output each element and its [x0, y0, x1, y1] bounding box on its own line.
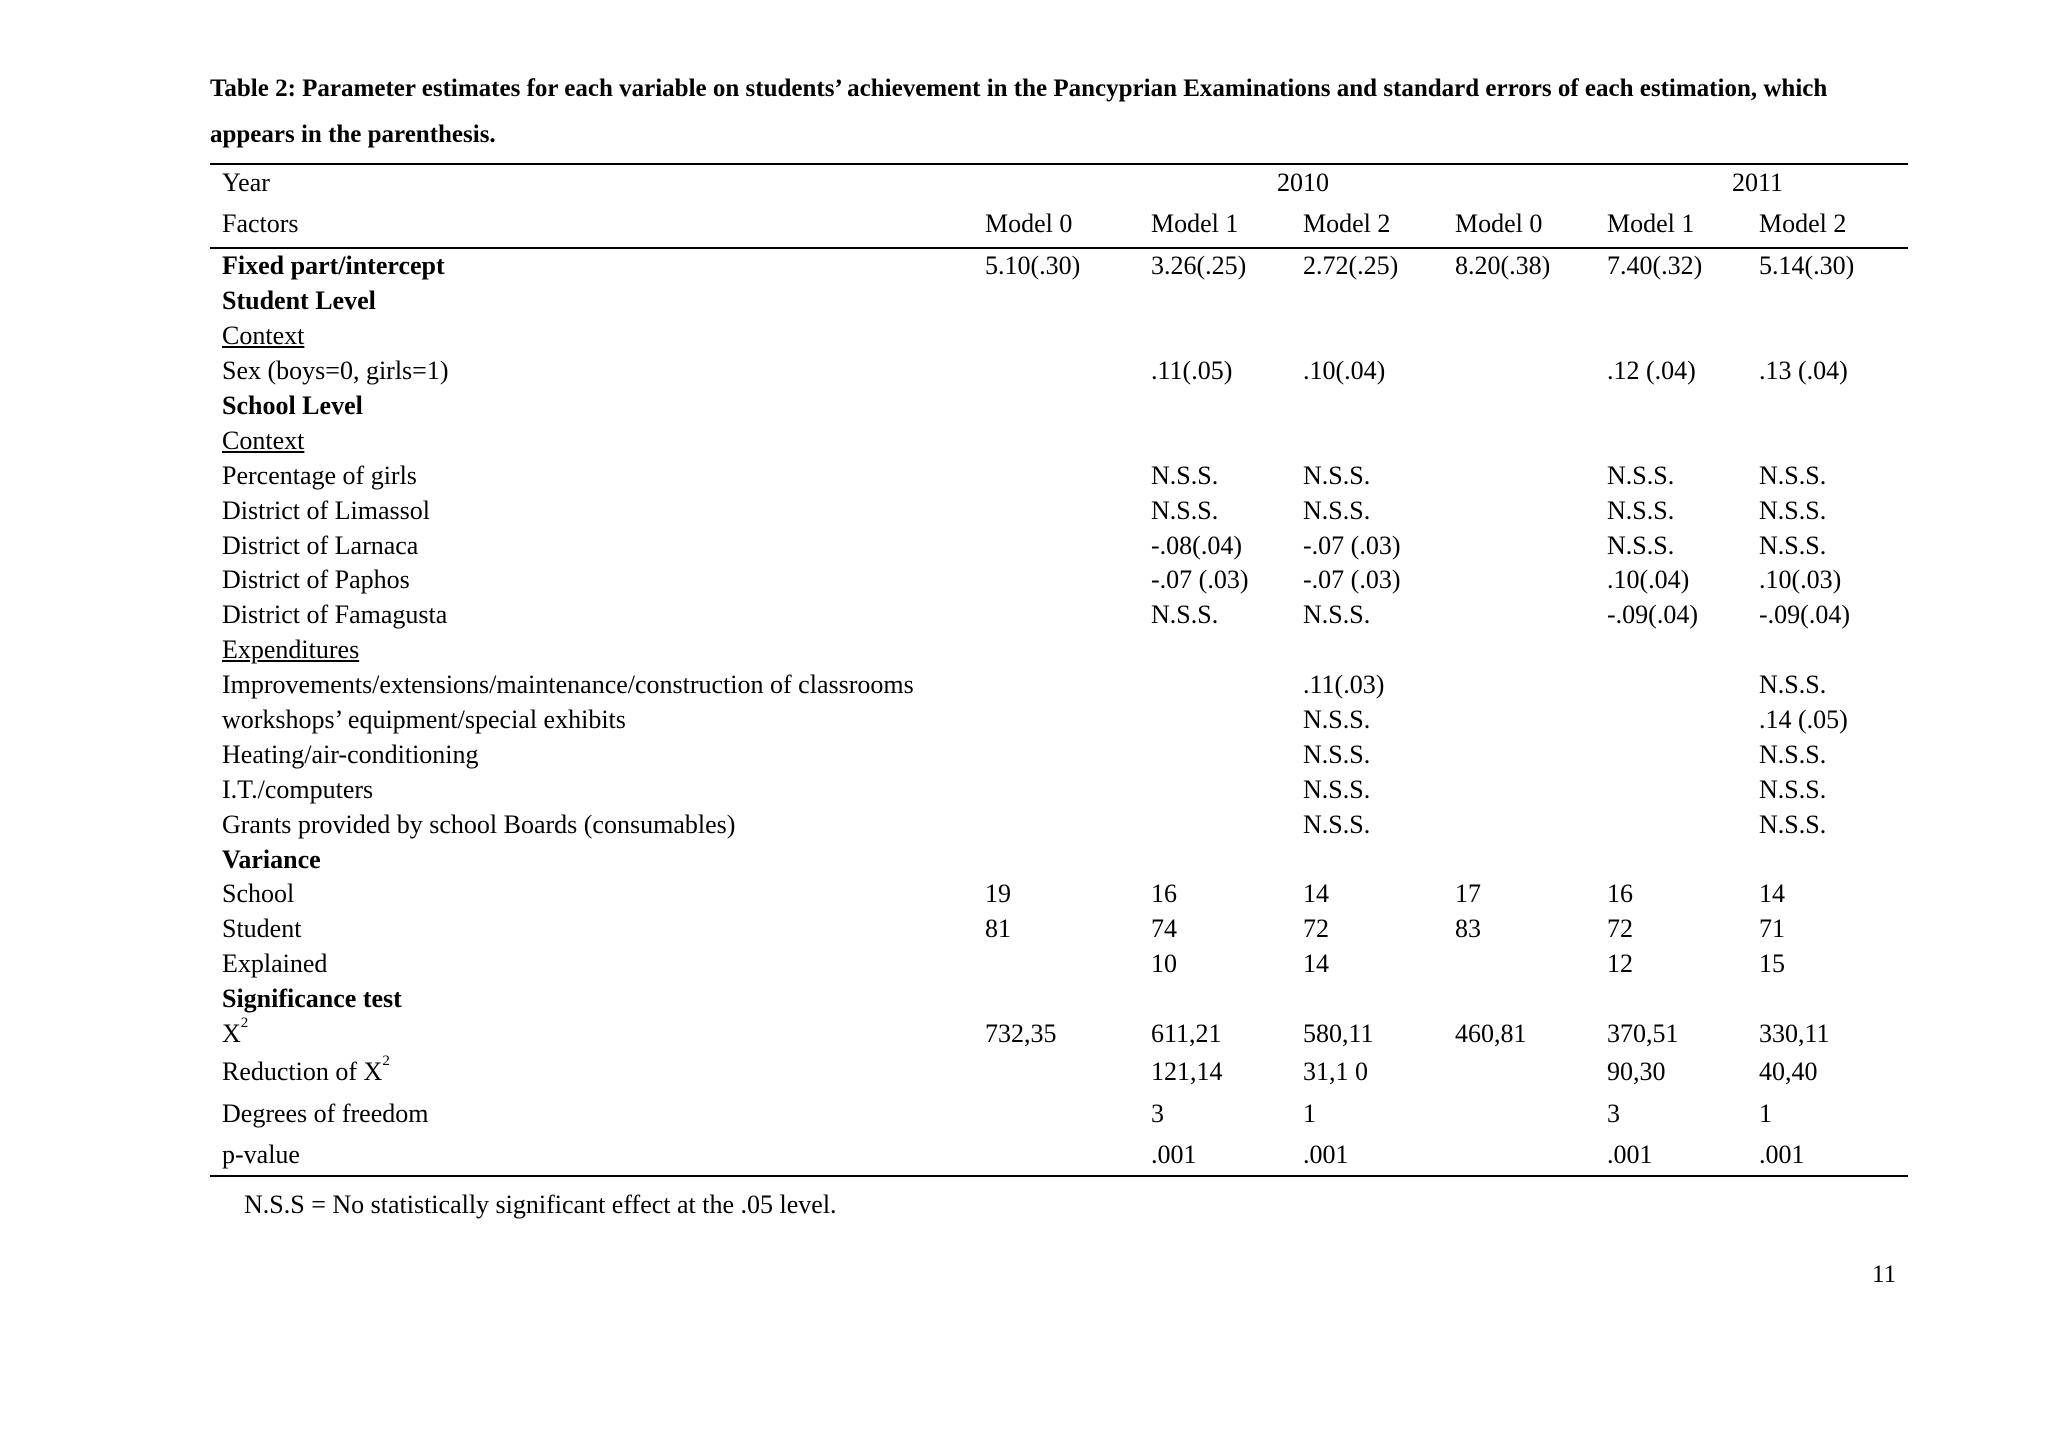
cell-value [985, 947, 1151, 982]
row-label: District of Limassol [222, 495, 430, 525]
cell-value [1151, 807, 1303, 842]
cell-value: .10(.03) [1759, 565, 1842, 595]
row-label: Context [222, 425, 305, 455]
table-row [210, 493, 1908, 528]
table-row [210, 1051, 1908, 1093]
cell-value: 15 [1759, 949, 1785, 979]
cell-value [1607, 842, 1759, 877]
cell-value [1303, 842, 1455, 877]
cell-value: N.S.S. [1607, 530, 1675, 560]
cell-value: 90,30 [1607, 1057, 1666, 1087]
cell-value: N.S.S. [1759, 739, 1827, 769]
cell-value [985, 737, 1151, 772]
table-row [210, 912, 1908, 947]
cell-value: N.S.S. [1303, 739, 1371, 769]
cell-value: .11(.03) [1303, 670, 1385, 700]
cell-value: N.S.S. [1759, 809, 1827, 839]
cell-value: -.08(.04) [1151, 530, 1242, 560]
table-row [210, 668, 1908, 703]
cell-value: 330,11 [1759, 1019, 1830, 1049]
row-label: Explained [222, 949, 328, 979]
cell-value [1151, 842, 1303, 877]
model-header: Model 2 [1303, 201, 1455, 248]
cell-value [1607, 319, 1759, 354]
cell-value [1303, 319, 1455, 354]
row-label: p-value [210, 1135, 985, 1176]
cell-value: 31,1 0 [1303, 1057, 1368, 1087]
cell-value: 14 [1303, 879, 1329, 909]
cell-value: -.09(.04) [1759, 600, 1850, 630]
cell-value [1151, 668, 1303, 703]
cell-value [1151, 633, 1303, 668]
cell-value [985, 563, 1151, 598]
cell-value: .11(.05) [1151, 356, 1233, 386]
table-row [210, 1017, 1908, 1052]
cell-value: 3 [1607, 1099, 1620, 1129]
table-row [210, 633, 1908, 668]
cell-value: N.S.S. [1607, 495, 1675, 525]
cell-value: 19 [985, 879, 1011, 909]
cell-value: .13 (.04) [1759, 356, 1848, 386]
cell-value [1151, 703, 1303, 738]
cell-value [1759, 633, 1908, 668]
table-row [210, 877, 1908, 912]
cell-value: 732,35 [985, 1019, 1057, 1049]
cell-value: N.S.S. [1303, 705, 1371, 735]
cell-value [1303, 982, 1455, 1017]
cell-value [1303, 633, 1455, 668]
row-label: Sex (boys=0, girls=1) [222, 356, 449, 386]
table-row [210, 284, 1908, 319]
row-label: Grants provided by school Boards (consumables) [222, 809, 736, 839]
cell-value: 7.40(.32) [1607, 251, 1703, 281]
page-number: 11 [1872, 1261, 1897, 1288]
cell-value: 14 [1759, 879, 1785, 909]
cell-value [1455, 1051, 1607, 1093]
cell-value [1455, 423, 1607, 458]
cell-value [1455, 982, 1607, 1017]
cell-value: 460,81 [1455, 1019, 1527, 1049]
cell-value: 17 [1455, 879, 1481, 909]
table-row [210, 598, 1908, 633]
cell-value [1303, 284, 1455, 319]
cell-value: 16 [1607, 879, 1633, 909]
cell-value [1455, 1093, 1607, 1135]
cell-value: 3.26(.25) [1151, 251, 1247, 281]
table-row [210, 248, 1908, 284]
cell-value [1151, 982, 1303, 1017]
cell-value: N.S.S. [1151, 495, 1219, 525]
cell-value [1607, 633, 1759, 668]
cell-value: 580,11 [1303, 1019, 1374, 1049]
cell-value [1151, 389, 1303, 424]
cell-value: 8.20(.38) [1455, 251, 1551, 281]
table-row [210, 772, 1908, 807]
cell-value: 14 [1303, 949, 1329, 979]
cell-value [1151, 737, 1303, 772]
cell-value [1455, 633, 1607, 668]
cell-value [985, 807, 1151, 842]
cell-value [1303, 389, 1455, 424]
row-label: Percentage of girls [222, 460, 417, 490]
cell-value [985, 1135, 1151, 1176]
cell-value [1455, 842, 1607, 877]
cell-value: 16 [1151, 879, 1177, 909]
cell-value [1455, 284, 1607, 319]
table-row [210, 319, 1908, 354]
row-label: I.T./computers [222, 774, 374, 804]
table-row [210, 982, 1908, 1017]
cell-value [1455, 458, 1607, 493]
table-row [210, 842, 1908, 877]
cell-value [1455, 703, 1607, 738]
cell-value: 81 [985, 914, 1011, 944]
row-label: Improvements/extensions/maintenance/construction of classrooms [222, 670, 914, 700]
table-row [210, 354, 1908, 389]
results-table [210, 163, 1908, 1177]
cell-value: 5.10(.30) [985, 251, 1081, 281]
cell-value [1455, 493, 1607, 528]
model-header: Model 1 [1607, 201, 1759, 248]
cell-value [985, 389, 1151, 424]
row-label: Heating/air-conditioning [222, 739, 479, 769]
cell-value [985, 319, 1151, 354]
cell-value: N.S.S. [1303, 495, 1371, 525]
cell-value [1759, 982, 1908, 1017]
cell-value [985, 354, 1151, 389]
cell-value [1303, 423, 1455, 458]
cell-value [1607, 982, 1759, 1017]
table-row [210, 458, 1908, 493]
cell-value: .001 [1151, 1135, 1303, 1176]
cell-value: 3 [1151, 1099, 1164, 1129]
cell-value [985, 528, 1151, 563]
cell-value: N.S.S. [1607, 460, 1675, 490]
cell-value [1607, 284, 1759, 319]
cell-value: 5.14(.30) [1759, 251, 1855, 281]
cell-value [1607, 668, 1759, 703]
cell-value: 72 [1303, 914, 1329, 944]
cell-value: N.S.S. [1759, 460, 1827, 490]
cell-value: N.S.S. [1303, 460, 1371, 490]
cell-value: 71 [1759, 914, 1785, 944]
model-header: Model 2 [1759, 201, 1908, 248]
year-2010-label: 2010 [1151, 164, 1455, 201]
cell-value: -.07 (.03) [1151, 565, 1249, 595]
factors-label: Factors [210, 201, 985, 248]
cell-value: 2.72(.25) [1303, 251, 1399, 281]
cell-value: .12 (.04) [1607, 356, 1696, 386]
row-label: District of Paphos [222, 565, 410, 595]
row-label: Expenditures [222, 635, 360, 665]
cell-value [1455, 319, 1607, 354]
table-row [210, 528, 1908, 563]
cell-value: 1 [1303, 1099, 1316, 1129]
row-label: Reduction of $X^2$ [222, 1053, 390, 1087]
cell-value: .001 [1607, 1135, 1759, 1176]
cell-value: .10(.04) [1607, 565, 1690, 595]
cell-value: 611,21 [1151, 1019, 1222, 1049]
row-label: School Level [222, 391, 363, 420]
cell-value [1455, 668, 1607, 703]
cell-value [985, 842, 1151, 877]
cell-value: N.S.S. [1303, 809, 1371, 839]
cell-value: -.07 (.03) [1303, 565, 1401, 595]
row-label: workshops’ equipment/special exhibits [222, 705, 626, 735]
model-header: Model 0 [1455, 201, 1607, 248]
footnote: N.S.S = No statistically significant effect at the .05 level. [244, 1190, 837, 1219]
cell-value: .10(.04) [1303, 356, 1386, 386]
cell-value [985, 423, 1151, 458]
cell-value [1607, 423, 1759, 458]
table-caption: Table 2: Parameter estimates for each variable on students’ achievement in the Pancyprian Examinations and standard errors of each estimation, which appears in the parenthesis. [210, 75, 1828, 148]
row-label: Significance test [222, 984, 402, 1014]
cell-value [1759, 389, 1908, 424]
cell-value: N.S.S. [1759, 774, 1827, 804]
cell-value: -.09(.04) [1607, 600, 1698, 630]
year-2011-label: 2011 [1607, 164, 1908, 201]
cell-value [1151, 319, 1303, 354]
table-row [210, 1135, 1908, 1176]
cell-value: 10 [1151, 949, 1177, 979]
cell-value [1455, 772, 1607, 807]
cell-value [985, 1093, 1151, 1135]
cell-value: .14 (.05) [1759, 705, 1848, 735]
cell-value: 121,14 [1151, 1057, 1223, 1087]
cell-value [1455, 807, 1607, 842]
cell-value [1607, 389, 1759, 424]
cell-value: 1 [1759, 1099, 1772, 1129]
cell-value [985, 633, 1151, 668]
model-header-row [210, 201, 1908, 248]
cell-value [985, 703, 1151, 738]
row-label: Student [222, 914, 302, 944]
cell-value [1759, 423, 1908, 458]
cell-value: N.S.S. [1151, 600, 1219, 630]
cell-value [985, 772, 1151, 807]
cell-value [1607, 737, 1759, 772]
table-row [210, 737, 1908, 772]
cell-value [1455, 598, 1607, 633]
table-row [210, 703, 1908, 738]
cell-value [1455, 947, 1607, 982]
table-row [210, 1093, 1908, 1135]
cell-value [1455, 1135, 1607, 1176]
cell-value [1607, 703, 1759, 738]
cell-value: 12 [1607, 949, 1633, 979]
cell-value: .001 [1303, 1135, 1455, 1176]
cell-value [1455, 528, 1607, 563]
row-label: Student Level [222, 286, 376, 316]
row-label: Context [222, 321, 305, 351]
cell-value: 370,51 [1607, 1019, 1679, 1049]
cell-value: -.07 (.03) [1303, 530, 1401, 560]
row-label: District of Famagusta [222, 600, 448, 630]
cell-value: 74 [1151, 914, 1177, 944]
cell-value [1607, 772, 1759, 807]
cell-value [1759, 284, 1908, 319]
cell-value: N.S.S. [1151, 460, 1219, 490]
cell-value: N.S.S. [1303, 774, 1371, 804]
row-label: Fixed part/intercept [222, 251, 445, 281]
row-label: $X^2$ [222, 1015, 249, 1049]
cell-value: N.S.S. [1759, 495, 1827, 525]
cell-value [985, 668, 1151, 703]
cell-value [985, 493, 1151, 528]
table-row [210, 947, 1908, 982]
cell-value: .001 [1759, 1135, 1908, 1176]
year-header-row [210, 164, 1908, 201]
model-header: Model 1 [1151, 201, 1303, 248]
cell-value [1455, 389, 1607, 424]
cell-value: N.S.S. [1303, 600, 1371, 630]
row-label: School [222, 879, 295, 909]
row-label: District of Larnaca [222, 530, 419, 560]
row-label: Degrees of freedom [222, 1099, 429, 1129]
cell-value [985, 284, 1151, 319]
cell-value [985, 1051, 1151, 1093]
cell-value [1759, 319, 1908, 354]
model-header: Model 0 [985, 201, 1151, 248]
cell-value [985, 982, 1151, 1017]
cell-value [1151, 284, 1303, 319]
table-row [210, 389, 1908, 424]
cell-value [1607, 807, 1759, 842]
cell-value [985, 458, 1151, 493]
table-row [210, 423, 1908, 458]
cell-value [1455, 737, 1607, 772]
cell-value: N.S.S. [1759, 670, 1827, 700]
cell-value: 83 [1455, 914, 1481, 944]
cell-value [1151, 423, 1303, 458]
cell-value: N.S.S. [1759, 530, 1827, 560]
cell-value: 72 [1607, 914, 1633, 944]
table-row [210, 563, 1908, 598]
year-label: Year [210, 164, 985, 201]
cell-value [985, 598, 1151, 633]
table-row [210, 807, 1908, 842]
row-label: Variance [222, 844, 321, 874]
cell-value [1455, 563, 1607, 598]
cell-value [1759, 842, 1908, 877]
cell-value: 40,40 [1759, 1057, 1818, 1087]
cell-value [1455, 354, 1607, 389]
cell-value [1151, 772, 1303, 807]
